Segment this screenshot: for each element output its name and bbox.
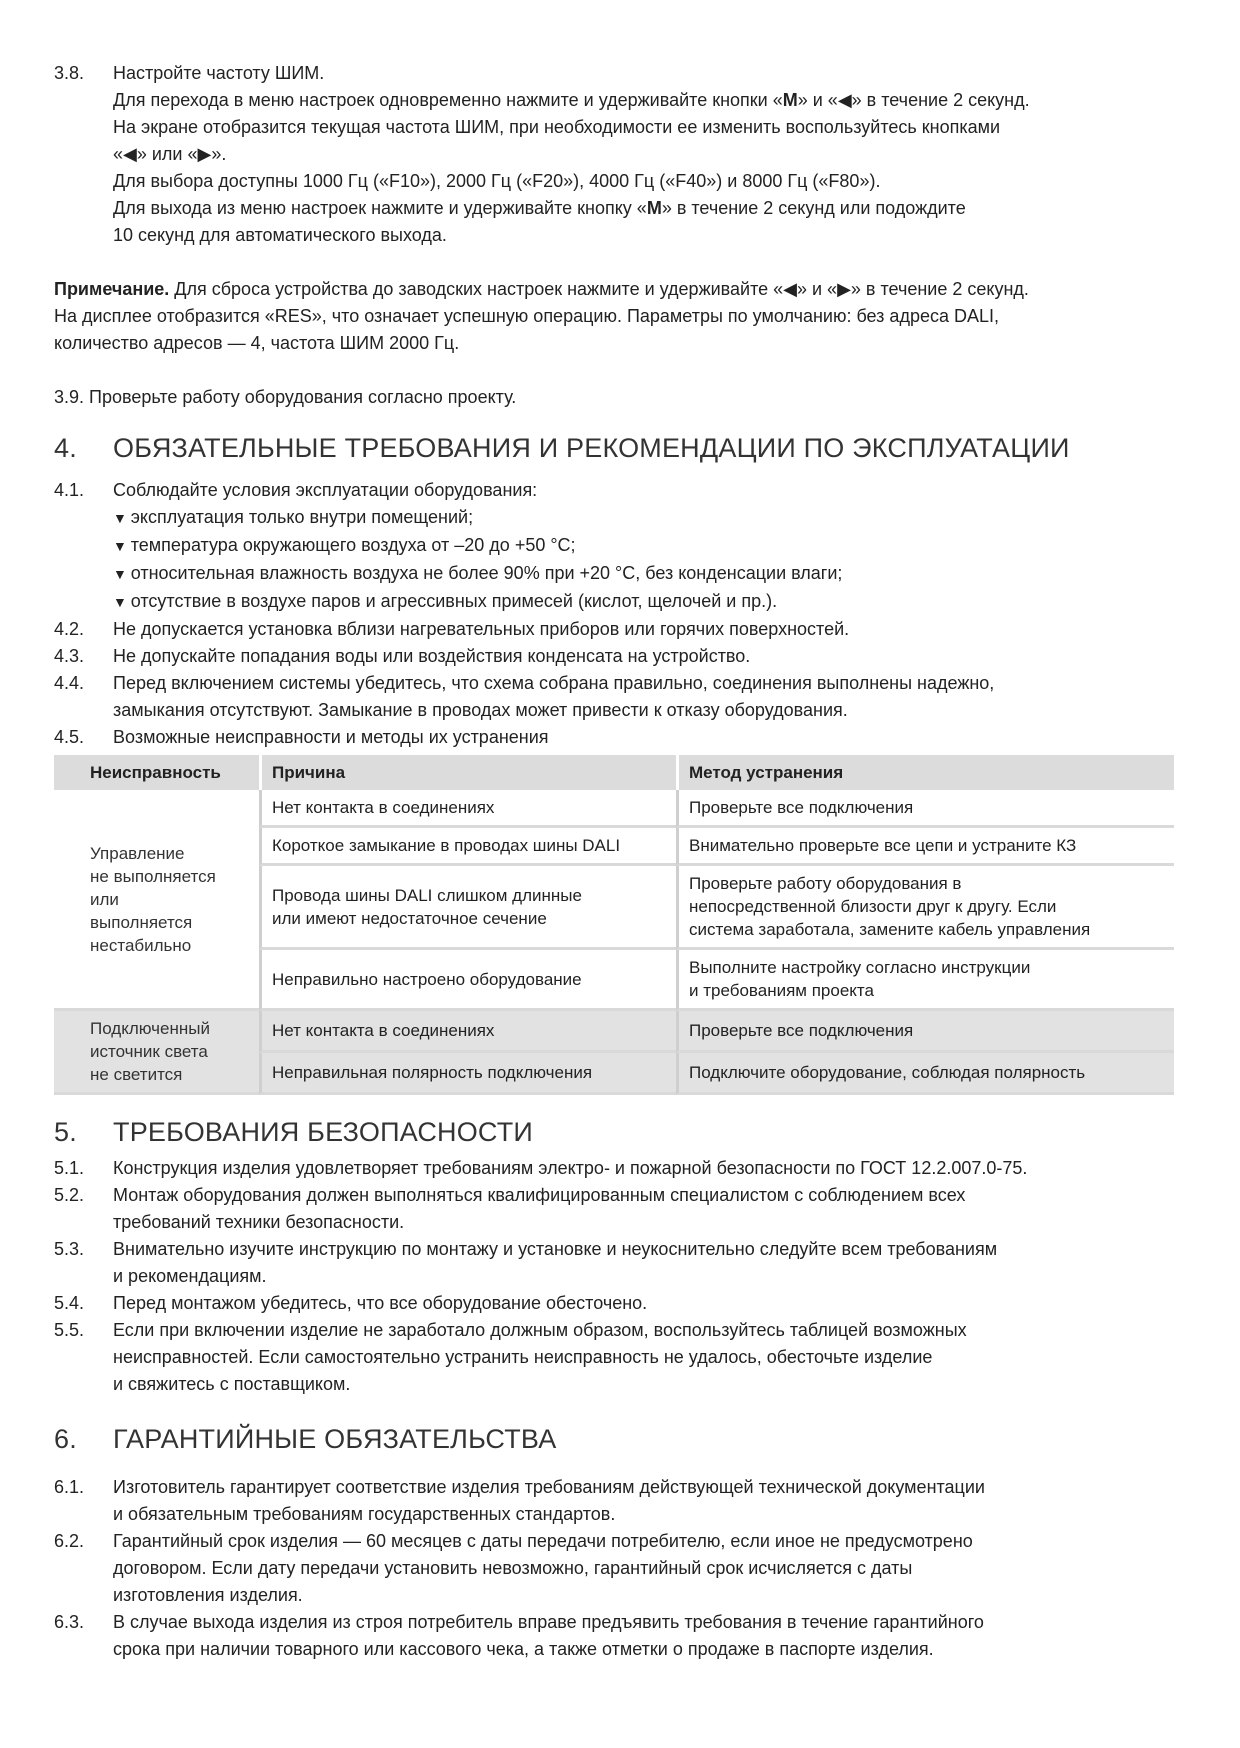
item-4-4: 4.4. Перед включением системы убедитесь, что схема собрана правильно, соединения выполнены надежно, замыкания отсутствуют. Замыкание в проводах может привести к отказу оборудования. <box>54 673 995 720</box>
note-label: Примечание. <box>54 279 170 299</box>
item-5-4: 5.4. Перед монтажом убедитесь, что все оборудование обесточено. <box>54 1293 648 1313</box>
method-cell: Проверьте работу оборудования в непосредственной близости друг к другу. Если система заработала, замените кабель управления <box>676 866 1174 950</box>
method-cell: Выполните настройку согласно инструкции и требованиям проекта <box>676 950 1174 1011</box>
cause-cell: Нет контакта в соединениях <box>259 790 676 828</box>
bullet-item: ▼ отсутствие в воздухе паров и агрессивных примесей (кислот, щелочей и пр.). <box>113 588 1184 616</box>
note-paragraph: Примечание. Для сброса устройства до заводских настроек нажмите и удерживайте «◀» и «▶» в течение 2 секунд. На дисплее отобразится «RES», что означает успешную операцию. Параметры по умолчанию: без адреса DALI, количество адресов — 4, частота ШИМ 2000 Гц. <box>54 279 1029 353</box>
header-method: Метод устранения <box>676 755 1174 790</box>
item-text: Для выбора доступны 1000 Гц («F10»), 2000 Гц («F20»), 4000 Гц («F40») и 8000 Гц («F80»). <box>113 171 881 191</box>
item-3-9: 3.9. Проверьте работу оборудования согласно проекту. <box>54 387 517 407</box>
method-cell: Проверьте все подключения <box>676 790 1174 828</box>
faults-table <box>54 755 1174 1095</box>
item-text: «◀» или «▶». <box>113 144 227 164</box>
item-5-5: 5.5. Если при включении изделие не заработало должным образом, воспользуйтесь таблицей возможных неисправностей. Если самостоятельно устранить неисправность не удалось, обесточьте изделие и свяжитесь с поставщиком. <box>54 1320 967 1394</box>
item-5-2: 5.2. Монтаж оборудования должен выполняться квалифицированным специалистом с соблюдением всех требований техники безопасности. <box>54 1185 966 1232</box>
item-text: На экране отобразится текущая частота ШИМ, при необходимости ее изменить воспользуйтесь кнопками <box>113 117 1001 137</box>
section-4-heading: 4. ОБЯЗАТЕЛЬНЫЕ ТРЕБОВАНИЯ И РЕКОМЕНДАЦИИ ПО ЭКСПЛУАТАЦИИ <box>54 433 1070 463</box>
item-number: 3.8. <box>54 63 85 83</box>
document-page <box>54 60 1184 1663</box>
cause-cell: Неправильно настроено оборудование <box>259 950 676 1011</box>
item-6-2: 6.2. Гарантийный срок изделия — 60 месяцев с даты передачи потребителю, если иное не предусмотрено договором. Если дату передачи установить невозможно, гарантийный срок исчисляется с даты изготовления изделия. <box>54 1531 973 1605</box>
item-text: Для перехода в меню настроек одновременно нажмите и удерживайте кнопки «M» и «◀» в течение 2 секунд. <box>113 90 1030 110</box>
fault-cell: Подключенный источник света не светится <box>54 1011 259 1095</box>
item-6-3: 6.3. В случае выхода изделия из строя потребитель вправе предъявить требования в течение гарантийного срока при наличии товарного или кассового чека, а также отметки о продаже в паспорте изделия. <box>54 1612 984 1659</box>
item-4-5: 4.5. Возможные неисправности и методы их устранения <box>54 727 549 747</box>
cause-cell: Нет контакта в соединениях <box>259 1011 676 1053</box>
item-4-2: 4.2. Не допускается установка вблизи нагревательных приборов или горячих поверхностей. <box>54 619 850 639</box>
item-text: Настройте частоту ШИМ. <box>113 63 325 83</box>
item-6-1: 6.1. Изготовитель гарантирует соответствие изделия требованиям действующей технической документации и обязательным требованиям государственных стандартов. <box>54 1477 985 1524</box>
header-fault: Неисправность <box>54 755 259 790</box>
bullet-item: ▼ эксплуатация только внутри помещений; <box>113 504 1184 532</box>
item-5-1: 5.1. Конструкция изделия удовлетворяет требованиям электро- и пожарной безопасности по ГОСТ 12.2.007.0-75. <box>54 1158 1028 1178</box>
item-text: Для выхода из меню настроек нажмите и удерживайте кнопку «M» в течение 2 секунд или подождите <box>113 198 966 218</box>
table-row <box>54 1011 1174 1053</box>
method-cell: Проверьте все подключения <box>676 1011 1174 1053</box>
section-5-heading: 5. ТРЕБОВАНИЯ БЕЗОПАСНОСТИ <box>54 1117 534 1147</box>
item-3-8 <box>54 60 1184 249</box>
method-cell: Подключите оборудование, соблюдая полярность <box>676 1053 1174 1095</box>
method-cell: Внимательно проверьте все цепи и устраните КЗ <box>676 828 1174 866</box>
header-cause: Причина <box>259 755 676 790</box>
cause-cell: Провода шины DALI слишком длинные или имеют недостаточное сечение <box>259 866 676 950</box>
item-text: 10 секунд для автоматического выхода. <box>113 225 447 245</box>
bullet-item: ▼ температура окружающего воздуха от –20 до +50 °С; <box>113 532 1184 560</box>
cause-cell: Неправильная полярность подключения <box>259 1053 676 1095</box>
bullet-item: ▼ относительная влажность воздуха не более 90% при +20 °С, без конденсации влаги; <box>113 560 1184 588</box>
item-4-1: 4.1. Соблюдайте условия эксплуатации оборудования: ▼ эксплуатация только внутри помещений; ▼ температура окружающего воздуха от –20 до +50 °С; ▼ относительная влажность воздуха не более 90% при +20 °С, без конденсации влаги; ▼ отсутствие в воздухе паров и агрессивных примесей (кислот, щелочей и пр.). <box>54 477 1184 616</box>
section-6-heading: 6. ГАРАНТИЙНЫЕ ОБЯЗАТЕЛЬСТВА <box>54 1424 557 1454</box>
item-5-3: 5.3. Внимательно изучите инструкцию по монтажу и установке и неукоснительно следуйте всем требованиям и рекомендациям. <box>54 1239 998 1286</box>
cause-cell: Короткое замыкание в проводах шины DALI <box>259 828 676 866</box>
item-4-3: 4.3. Не допускайте попадания воды или воздействия конденсата на устройство. <box>54 646 751 666</box>
fault-cell: Управление не выполняется или выполняется нестабильно <box>54 790 259 1011</box>
table-row <box>54 790 1174 828</box>
